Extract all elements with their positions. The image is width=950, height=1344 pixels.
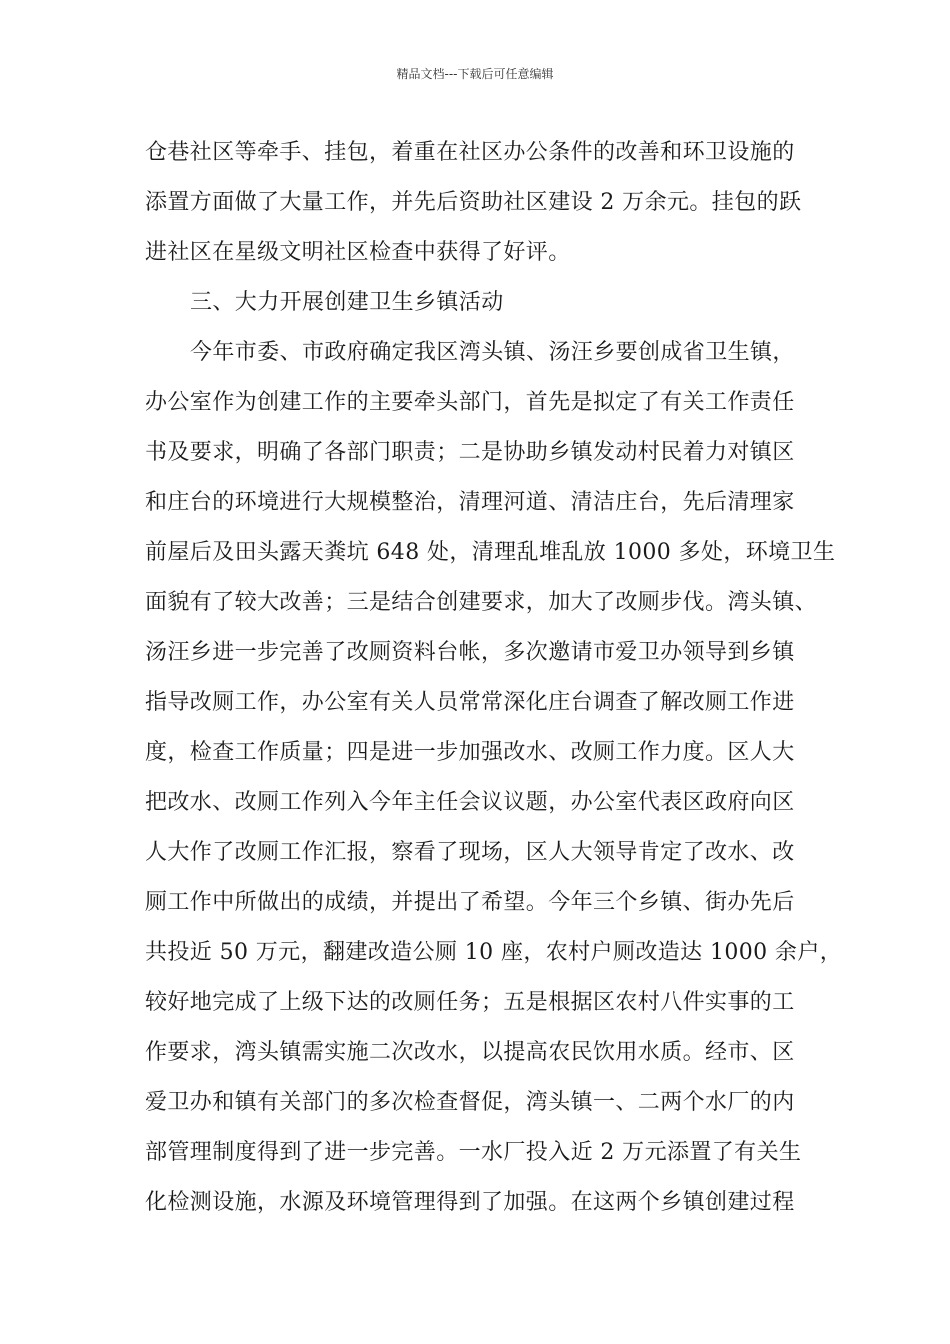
text-line: 厕工作中所做出的成绩，并提出了希望。今年三个乡镇、街办先后 [145, 890, 795, 915]
text-line: 共投近 50 万元，翻建改造公厕 10 座，农村户厕改造达 1000 余户， [145, 940, 843, 965]
section-heading: 三、大力开展创建卫生乡镇活动 [190, 290, 504, 315]
text-line: 指导改厕工作，办公室有关人员常常深化庄台调查了解改厕工作进 [145, 690, 795, 715]
text-line: 添置方面做了大量工作，并先后资助社区建设 2 万余元。挂包的跃 [145, 190, 802, 215]
text-line: 办公室作为创建工作的主要牵头部门，首先是拟定了有关工作责任 [145, 390, 795, 415]
paragraph-first-line: 今年市委、市政府确定我区湾头镇、汤汪乡要创成省卫生镇， [190, 340, 795, 365]
text-line: 爱卫办和镇有关部门的多次检查督促，湾头镇一、二两个水厂的内 [145, 1090, 795, 1115]
page-header: 精品文档---下载后可任意编辑 [396, 67, 554, 81]
text-line: 化检测设施，水源及环境管理得到了加强。在这两个乡镇创建过程 [145, 1190, 795, 1215]
text-line: 仓巷社区等牵手、挂包，着重在社区办公条件的改善和环卫设施的 [145, 140, 795, 165]
document-body [145, 128, 843, 1228]
text-line: 面貌有了较大改善；三是结合创建要求，加大了改厕步伐。湾头镇、 [145, 590, 818, 615]
text-line: 汤汪乡进一步完善了改厕资料台帐，多次邀请市爱卫办领导到乡镇 [145, 640, 795, 665]
text-line: 部管理制度得到了进一步完善。一水厂投入近 2 万元添置了有关生 [145, 1140, 802, 1165]
text-line: 前屋后及田头露天粪坑 648 处，清理乱堆乱放 1000 多处，环境卫生 [145, 540, 836, 565]
text-line: 进社区在星级文明社区检查中获得了好评。 [145, 240, 571, 265]
text-line: 和庄台的环境进行大规模整治，清理河道、清洁庄台，先后清理家 [145, 490, 795, 515]
text-line: 较好地完成了上级下达的改厕任务；五是根据区农村八件实事的工 [145, 990, 795, 1015]
text-line: 度，检查工作质量；四是进一步加强改水、改厕工作力度。区人大 [145, 740, 795, 765]
text-line: 书及要求，明确了各部门职责；二是协助乡镇发动村民着力对镇区 [145, 440, 795, 465]
text-line: 作要求，湾头镇需实施二次改水，以提高农民饮用水质。经市、区 [145, 1040, 795, 1065]
text-line: 把改水、改厕工作列入今年主任会议议题，办公室代表区政府向区 [145, 790, 795, 815]
text-line: 人大作了改厕工作汇报，察看了现场，区人大领导肯定了改水、改 [145, 840, 795, 865]
